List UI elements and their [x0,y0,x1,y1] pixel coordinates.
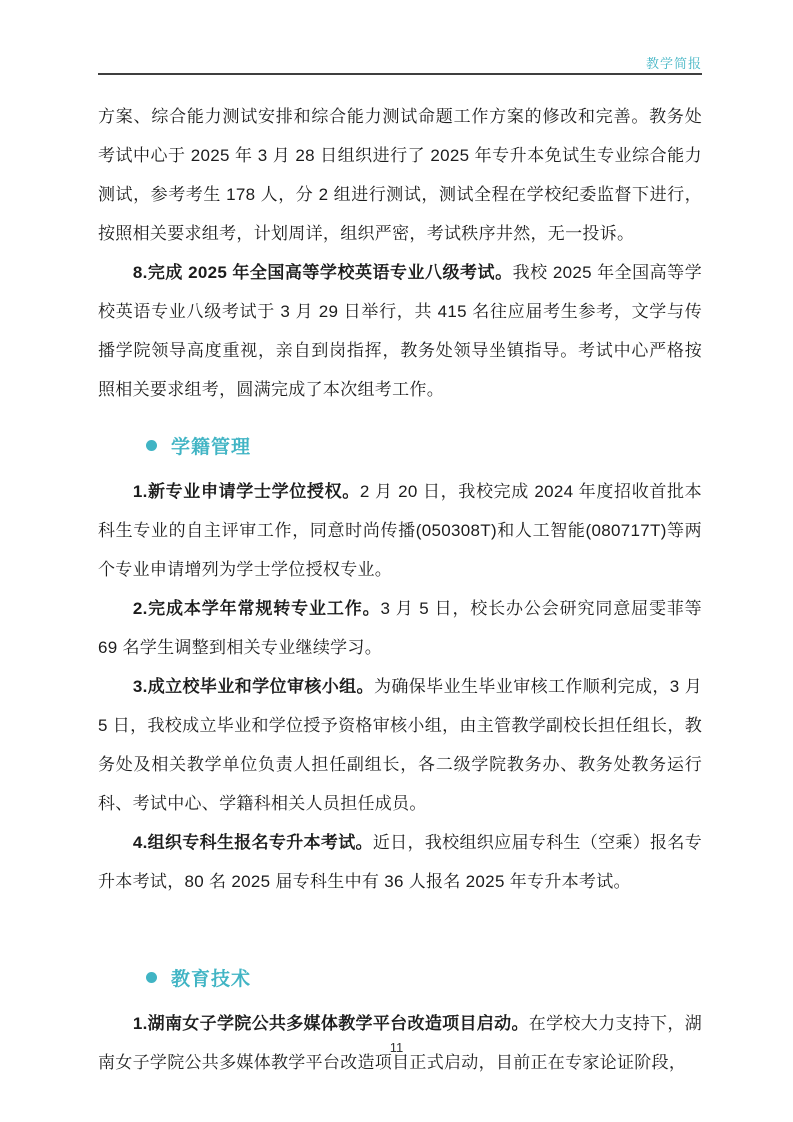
enrollment-4-lead: 4.组织专科生报名专升本考试。 [132,833,373,852]
paragraph-enrollment-4 [98,823,702,901]
section-title-edtech: 教育技术 [171,968,252,990]
paragraph-enrollment-3 [98,667,702,823]
paragraph-enrollment-2 [98,589,702,667]
header-rule [98,73,702,75]
document-body [98,97,702,1082]
edtech-1-text: 在学校大力支持下，湖南女子学院公共多媒体教学平台改造项目正式启动，目前正在专家论证阶段， [98,1014,702,1072]
page-number: 11 [389,1040,404,1055]
page-header [646,53,702,72]
paragraph-item-8 [98,253,702,409]
enrollment-1-lead: 1.新专业申请学士学位授权。 [132,482,360,501]
paragraph-continuation: 方案、综合能力测试安排和综合能力测试命题工作方案的修改和完善。教务处考试中心于 2025 年 3 月 28 日组织进行了 2025 年专升本免试生专业综合能力测试，参考考生 178 人，分 2 组进行测试，测试全程在学校纪委监督下进行，按照相关要求组考，计划周详，组织严密，考试秩序井然，无一投诉。 [98,107,702,243]
paragraph-enrollment-1 [98,472,702,589]
enrollment-2-text: 3 月 5 日，校长办公会研究同意屈雯菲等 69 名学生调整到相关专业继续学习。 [98,599,702,657]
header-title: 教学简报 [645,56,702,71]
section-header-enrollment [98,431,702,459]
item-8-text: 我校 2025 年全国高等学校英语专业八级考试于 3 月 29 日举行，共 415 名往应届考生参考，文学与传播学院领导高度重视，亲自到岗指挥，教务处领导坐镇指导。考试中心严格按照相关要求组考，圆满完成了本次组考工作。 [98,263,702,399]
edtech-1-lead: 1.湖南女子学院公共多媒体教学平台改造项目启动。 [132,1014,529,1033]
section-bullet-icon [146,972,157,983]
enrollment-3-text: 为确保毕业生毕业审核工作顺利完成，3 月 5 日，我校成立毕业和学位授予资格审核小组，由主管教学副校长担任组长，教务处及相关教学单位负责人担任副组长，各二级学院教务办、教务处教务运行科、考试中心、学籍科相关人员担任成员。 [98,677,702,813]
enrollment-1-text: 2 月 20 日，我校完成 2024 年度招收首批本科生专业的自主评审工作，同意时尚传播(050308T)和人工智能(080717T)等两个专业申请增列为学士学位授权专业。 [98,482,702,579]
enrollment-2-lead: 2.完成本学年常规转专业工作。 [132,599,381,618]
section-title-enrollment: 学籍管理 [171,436,252,458]
item-8-lead: 8.完成 2025 年全国高等学校英语专业八级考试。 [132,263,513,282]
enrollment-4-text: 近日，我校组织应届专科生（空乘）报名专升本考试，80 名 2025 届专科生中有 36 人报名 2025 年专升本考试。 [98,833,702,891]
page-footer [0,1040,793,1055]
section-bullet-icon [146,440,157,451]
section-header-edtech [98,963,702,991]
enrollment-3-lead: 3.成立校毕业和学位审核小组。 [132,677,374,696]
